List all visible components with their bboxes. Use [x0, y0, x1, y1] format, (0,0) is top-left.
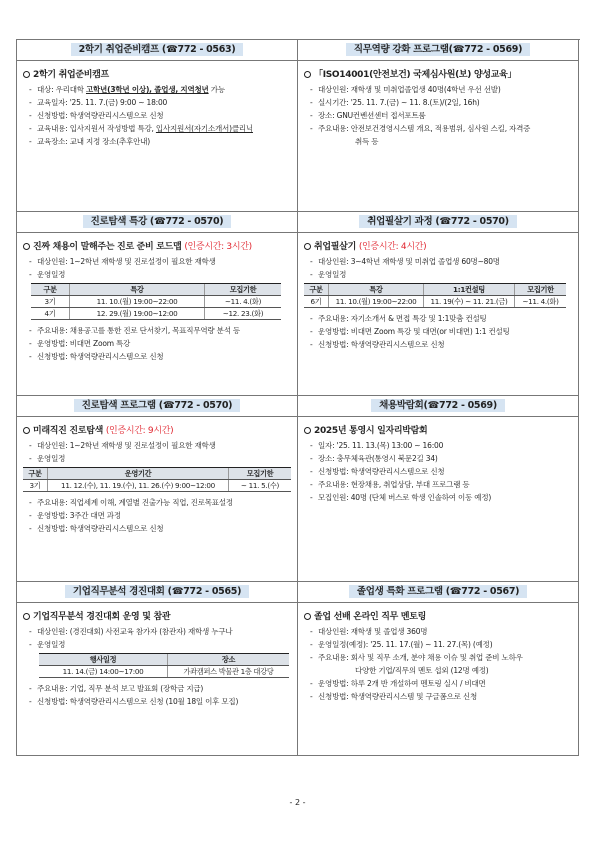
section-job-camp: [17, 40, 298, 212]
circle-bullet-icon: [304, 613, 311, 620]
table-header: 모집기한: [515, 284, 567, 296]
list-item: - 실시기간: '25. 11. 7.(금) ~ 11. 8.(토)/(2일, 16h): [310, 96, 572, 109]
list-item: - 대상인원: 1~2학년 재학생 및 진로설정이 필요한 재학생: [29, 439, 291, 452]
list-item-continued: 다양한 기업/직무의 멘토 섭외 (12명 예정): [355, 666, 489, 675]
program-title: 2학기 취업준비캠프: [23, 67, 291, 80]
table-header: 구분: [31, 284, 70, 296]
schedule-table: [23, 467, 291, 492]
list-item: - 운영일정: [310, 268, 572, 281]
list-item: - 장소: 충무체육관(통영시 북문2길 34): [310, 452, 572, 465]
program-title: 미래직진 진로탐색 (인증시간: 9시간): [23, 423, 291, 436]
section-job-competency: [298, 40, 579, 212]
list-item: - 신청방법: 학생역량관리시스템으로 신청 (10월 18일 이후 모집): [29, 695, 291, 708]
schedule-table: [304, 283, 566, 308]
program-title: 2025년 통영시 일자리박람회: [304, 423, 572, 436]
program-title: 「ISO14001(안전보건) 국제심사원(보) 양성교육」: [304, 67, 572, 80]
list-item: - 주요내용: 안전보건경영시스템 개요, 적용범위, 심사원 스킬, 자격증: [310, 122, 572, 135]
list-item: - 운영방법: 비대면 Zoom 특강: [29, 337, 291, 350]
list-item: - 주요내용: 회사 및 직무 소개, 분야 채용 이슈 및 취업 준비 노하우: [310, 651, 572, 664]
list-item: - 대상인원: 재학생 및 미취업졸업생 40명(4학년 우선 선발): [310, 83, 572, 96]
page-number: - 2 -: [289, 798, 306, 807]
program-title: 기업직무분석 경진대회 운영 및 참관: [23, 609, 291, 622]
list-item: - 신청방법: 학생역량관리시스템으로 신청: [310, 465, 572, 478]
list-item: - 대상인원: 3~4학년 재학생 및 미취업 졸업생 60명~80명: [310, 255, 572, 268]
list-item: - 대상인원: 1~2학년 재학생 및 진로설정이 필요한 재학생: [29, 255, 291, 268]
grid-row-1: [17, 40, 580, 212]
list-item: - 운영방법: 3주간 대면 과정: [29, 509, 291, 522]
section-header: 진로탐색 프로그램 (☎772 - 0570): [17, 396, 297, 417]
circle-bullet-icon: [23, 243, 30, 250]
circle-bullet-icon: [23, 427, 30, 434]
list-item: - 신청방법: 학생역량관리시스템으로 신청: [29, 109, 291, 122]
circle-bullet-icon: [23, 613, 30, 620]
list-item: - 운영일정: [29, 638, 291, 651]
list-item: - 교육장소: 교내 지정 장소(추후안내): [29, 135, 291, 148]
list-item: - 운영방법: 비대면 Zoom 특강 및 대면(or 비대면) 1:1 컨설팅: [310, 325, 572, 338]
section-header: 진로탐색 특강 (☎772 - 0570): [17, 212, 297, 233]
circle-bullet-icon: [304, 427, 311, 434]
list-item: - 주요내용: 자기소개서 & 면접 특강 및 1:1맞춤 컨설팅: [310, 312, 572, 325]
section-career-lecture: [17, 212, 298, 396]
list-item-continued: 취득 등: [355, 137, 379, 146]
list-item: - 신청방법: 학생역량관리시스템으로 신청: [29, 350, 291, 363]
list-item: - 교육내용: 입사지원서 작성방법 특강, 입사지원서(자기소개서)클리닉: [29, 122, 291, 135]
table-row: 11. 14.(금) 14:00~17:00 가좌캠퍼스 박물관 1층 대강당: [39, 666, 289, 678]
section-header: 졸업생 특화 프로그램 (☎772 - 0567): [298, 582, 578, 603]
list-item: - 일자: '25. 11. 13.(목) 13:00 ~ 16:00: [310, 439, 572, 452]
list-item: - 모집인원: 40명 (단체 버스로 학생 인솔하여 이동 예정): [310, 491, 572, 504]
table-header: 1:1컨설팅: [424, 284, 515, 296]
program-title: 졸업 선배 온라인 직무 멘토링: [304, 609, 572, 622]
table-row: 6기 11. 10.(월) 19:00~22:00 11. 19(수) ~ 11. 21.(금) ~11. 4.(화): [304, 296, 566, 308]
list-item: - 운영방법: 하루 2개 반 개설하여 멘토링 실시 / 비대면: [310, 677, 572, 690]
list-item: - 운영일정(예정): '25. 11. 17.(월) ~ 11. 27.(목) (예정): [310, 638, 572, 651]
schedule-table: [31, 283, 281, 320]
grid-row-2: [17, 212, 580, 396]
list-item: - 운영일정: [29, 268, 291, 281]
list-item: - 운영일정: [29, 452, 291, 465]
program-grid: [16, 39, 580, 756]
section-header: 채용박람회(☎772 - 0569): [298, 396, 578, 417]
grid-row-4: [17, 582, 580, 756]
list-item: - 신청방법: 학생역량관리시스템 및 구글폼으로 신청: [310, 690, 572, 703]
section-career-program: [17, 396, 298, 582]
section-header: 직무역량 강화 프로그램(☎772 - 0569): [298, 40, 578, 61]
table-row: 3기 11. 12.(수), 11. 19.(수), 11. 26.(수) 9:00~12:00 ~ 11. 5.(수): [23, 480, 291, 492]
list-item: - 주요내용: 현장채용, 취업상담, 부대 프로그램 등: [310, 478, 572, 491]
list-item: - 대상: 우리대학 고학년(3학년 이상), 졸업생, 지역청년 가능: [29, 83, 291, 96]
section-header: 취업필살기 과정 (☎772 - 0570): [298, 212, 578, 233]
list-item: - 대상인원: (경진대회) 사전교육 참가자 (참관자) 재학생 누구나: [29, 625, 291, 638]
table-header: 운영기간: [48, 468, 229, 480]
table-header: 구분: [304, 284, 329, 296]
section-employment-course: [298, 212, 579, 396]
schedule-table: [39, 653, 289, 678]
table-row: 3기 11. 10.(월) 19:00~22:00 ~11. 4.(화): [31, 296, 281, 308]
list-item: - 주요내용: 기업, 직무 분석 보고 발표회 (장학금 지급): [29, 682, 291, 695]
section-graduate-program: [298, 582, 579, 756]
circle-bullet-icon: [304, 243, 311, 250]
list-item: - 신청방법: 학생역량관리시스템으로 신청: [29, 522, 291, 535]
table-header: 모집기한: [229, 468, 292, 480]
table-header: 구분: [23, 468, 48, 480]
section-job-analysis-contest: [17, 582, 298, 756]
list-item: - 대상인원: 재학생 및 졸업생 360명: [310, 625, 572, 638]
program-title: 취업필살기 (인증시간: 4시간): [304, 239, 572, 252]
table-header: 모집기한: [205, 284, 282, 296]
grid-row-3: [17, 396, 580, 582]
list-item: - 교육일자: '25. 11. 7.(금) 9:00 ~ 18:00: [29, 96, 291, 109]
program-title: 진짜 채용이 말해주는 진로 준비 로드맵 (인증시간: 3시간): [23, 239, 291, 252]
table-header: 행사일정: [39, 654, 168, 666]
list-item: - 주요내용: 채용공고를 통한 진로 단서찾기, 목표직무역량 분석 등: [29, 324, 291, 337]
table-row: 4기 12. 29.(월) 19:00~12:00 ~12. 23.(화): [31, 308, 281, 320]
section-job-fair: [298, 396, 579, 582]
table-header: 장소: [168, 654, 290, 666]
table-header: 특강: [70, 284, 205, 296]
circle-bullet-icon: [23, 71, 30, 78]
circle-bullet-icon: [304, 71, 311, 78]
section-header: 2학기 취업준비캠프 (☎772 - 0563): [17, 40, 297, 61]
table-header: 특강: [329, 284, 424, 296]
list-item: - 주요내용: 직업세계 이해, 계열별 진출가능 직업, 진로목표설정: [29, 496, 291, 509]
section-header: 기업직무분석 경진대회 (☎772 - 0565): [17, 582, 297, 603]
list-item: - 장소: GNU컨벤션센터 접서포트룸: [310, 109, 572, 122]
list-item: - 신청방법: 학생역량관리시스템으로 신청: [310, 338, 572, 351]
